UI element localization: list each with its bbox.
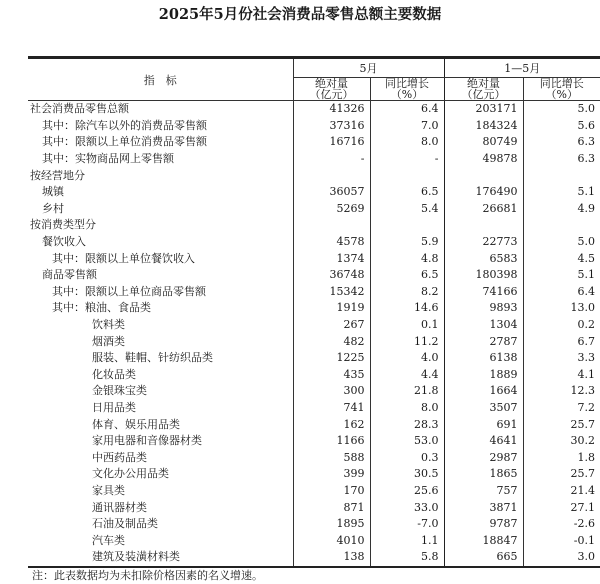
cell-may-abs: 138 [293,549,370,567]
row-label: 金银珠宝类 [92,384,147,398]
row-label: 化妆品类 [92,367,136,381]
retail-sales-table [28,56,600,568]
cell-ytd-abs: 180398 [444,267,523,284]
cell-may-abs: 267 [293,317,370,334]
cell-ytd-yoy [523,167,600,184]
cell-ytd-abs: 4641 [444,433,523,450]
cell-may-yoy: 0.3 [370,449,444,466]
cell-may-abs: 16716 [293,134,370,151]
cell-ytd-yoy: 6.3 [523,134,600,151]
cell-ytd-yoy: 4.1 [523,367,600,384]
table-row [28,284,600,301]
page-title: 2025年5月份社会消费品零售总额主要数据 [158,6,442,23]
cell-ytd-abs: 691 [444,416,523,433]
cell-may-yoy: 6.5 [370,267,444,284]
cell-ytd-abs: 80749 [444,134,523,151]
table-row [28,449,600,466]
cell-may-abs: 741 [293,400,370,417]
cell-ytd-abs: 665 [444,549,523,567]
table-row [28,101,600,118]
cell-ytd-abs: 1664 [444,383,523,400]
table-row [28,532,600,549]
table-row [28,134,600,151]
cell-ytd-abs: 176490 [444,184,523,201]
cell-ytd-yoy: 25.7 [523,416,600,433]
table-row [28,234,600,251]
row-label: 石油及制品类 [92,517,158,531]
cell-may-abs: 15342 [293,284,370,301]
cell-may-abs: - [293,151,370,168]
row-label: 其中：限额以上单位商品零售额 [52,284,206,298]
table-row [28,300,600,317]
cell-ytd-abs: 22773 [444,234,523,251]
table-row [28,201,600,218]
table-row [28,433,600,450]
cell-may-yoy: 5.9 [370,234,444,251]
table-row [28,217,600,234]
table-row [28,549,600,567]
cell-may-yoy: 33.0 [370,499,444,516]
period-header-ytd: 1—5月 [444,58,600,78]
row-label: 社会消费品零售总额 [30,102,129,116]
row-label: 按消费类型分 [30,218,96,232]
table-row [28,483,600,500]
cell-may-abs [293,217,370,234]
cell-ytd-abs: 49878 [444,151,523,168]
cell-ytd-yoy: 25.7 [523,466,600,483]
cell-may-abs: 4578 [293,234,370,251]
table-row [28,184,600,201]
cell-may-abs: 588 [293,449,370,466]
row-label: 其中：粮油、食品类 [52,301,151,315]
cell-ytd-yoy: 6.3 [523,151,600,168]
row-label: 饮料类 [92,318,125,332]
cell-may-yoy: 5.4 [370,201,444,218]
table-row [28,333,600,350]
cell-ytd-abs: 26681 [444,201,523,218]
row-label: 建筑及装潢材料类 [28,549,293,567]
cell-may-yoy: 4.0 [370,350,444,367]
cell-may-yoy: 4.8 [370,250,444,267]
cell-ytd-abs: 2987 [444,449,523,466]
row-label: 其中：限额以上单位餐饮收入 [52,251,195,265]
table-body [28,101,600,567]
cell-may-yoy: - [370,151,444,168]
cell-ytd-yoy: 5.6 [523,118,600,135]
row-label: 城镇 [42,185,64,199]
cell-ytd-abs: 757 [444,483,523,500]
cell-may-yoy: 4.4 [370,367,444,384]
cell-may-yoy: 30.5 [370,466,444,483]
cell-may-yoy: 6.4 [370,101,444,118]
cell-ytd-abs: 74166 [444,284,523,301]
cell-ytd-abs [444,217,523,234]
period-header-may: 5月 [293,58,444,78]
cell-may-abs: 1919 [293,300,370,317]
cell-ytd-yoy: 4.9 [523,201,600,218]
cell-ytd-yoy: 30.2 [523,433,600,450]
cell-ytd-abs: 3871 [444,499,523,516]
row-label: 通讯器材类 [92,500,147,514]
table-row [28,317,600,334]
cell-ytd-yoy: 21.4 [523,483,600,500]
cell-may-abs: 871 [293,499,370,516]
cell-may-abs: 36748 [293,267,370,284]
cell-ytd-yoy [523,217,600,234]
cell-ytd-yoy: 12.3 [523,383,600,400]
cell-ytd-yoy: 5.1 [523,267,600,284]
row-label: 文化办公用品类 [92,467,169,481]
cell-may-abs: 36057 [293,184,370,201]
cell-may-abs: 41326 [293,101,370,118]
table-row [28,383,600,400]
row-label: 餐饮收入 [42,235,86,249]
cell-may-abs: 170 [293,483,370,500]
cell-may-yoy: 1.1 [370,532,444,549]
table-row [28,416,600,433]
column-header: 同比增长 （%） [370,78,444,101]
cell-may-abs: 162 [293,416,370,433]
cell-may-yoy: 5.8 [370,549,444,567]
row-label: 中西药品类 [92,450,147,464]
row-label: 体育、娱乐用品类 [92,417,180,431]
cell-ytd-yoy: 13.0 [523,300,600,317]
cell-ytd-yoy: 3.3 [523,350,600,367]
table-row [28,499,600,516]
table-row [28,400,600,417]
table-row [28,466,600,483]
row-label: 按经营地分 [30,168,85,182]
cell-may-yoy: 11.2 [370,333,444,350]
cell-ytd-abs: 18847 [444,532,523,549]
cell-ytd-yoy: 5.0 [523,101,600,118]
row-label: 烟酒类 [92,334,125,348]
cell-may-yoy: 53.0 [370,433,444,450]
table-row [28,516,600,533]
cell-ytd-yoy: 6.7 [523,333,600,350]
table-row [28,367,600,384]
row-label: 乡村 [42,201,64,215]
row-label: 日用品类 [92,400,136,414]
cell-may-abs: 1225 [293,350,370,367]
cell-ytd-yoy: -0.1 [523,532,600,549]
cell-may-yoy: 28.3 [370,416,444,433]
cell-ytd-yoy: 5.0 [523,234,600,251]
cell-may-abs: 482 [293,333,370,350]
cell-ytd-abs: 1865 [444,466,523,483]
cell-may-yoy: 21.8 [370,383,444,400]
cell-may-abs: 37316 [293,118,370,135]
column-header: 绝对量 （亿元） [444,78,523,101]
indicator-header: 指 标 [28,58,293,101]
cell-may-abs: 1374 [293,250,370,267]
cell-may-yoy: 25.6 [370,483,444,500]
cell-ytd-yoy: 0.2 [523,317,600,334]
table-row [28,118,600,135]
row-label: 服装、鞋帽、针纺织品类 [92,351,213,365]
cell-may-abs: 435 [293,367,370,384]
table-row [28,250,600,267]
table-row [28,267,600,284]
row-label: 家用电器和音像器材类 [92,434,202,448]
cell-may-yoy: 8.0 [370,400,444,417]
cell-ytd-abs: 184324 [444,118,523,135]
cell-may-yoy [370,217,444,234]
cell-may-yoy: 8.2 [370,284,444,301]
row-label: 商品零售额 [42,268,97,282]
table-row [28,151,600,168]
cell-ytd-abs: 203171 [444,101,523,118]
cell-ytd-abs: 9893 [444,300,523,317]
cell-may-abs: 399 [293,466,370,483]
table-row [28,167,600,184]
cell-ytd-abs: 6583 [444,250,523,267]
row-label: 其中：除汽车以外的消费品零售额 [42,118,207,132]
table-note: 注：此表数据均为未扣除价格因素的名义增速。 [32,569,263,582]
cell-ytd-abs: 1304 [444,317,523,334]
cell-may-yoy: -7.0 [370,516,444,533]
cell-ytd-abs: 1889 [444,367,523,384]
cell-may-abs: 1166 [293,433,370,450]
cell-may-yoy: 0.1 [370,317,444,334]
column-header: 同比增长 （%） [523,78,600,101]
cell-may-abs: 300 [293,383,370,400]
cell-ytd-abs: 6138 [444,350,523,367]
cell-may-abs: 1895 [293,516,370,533]
column-header: 绝对量 （亿元） [293,78,370,101]
cell-ytd-abs: 9787 [444,516,523,533]
cell-ytd-yoy: 7.2 [523,400,600,417]
cell-may-yoy: 8.0 [370,134,444,151]
cell-may-yoy: 7.0 [370,118,444,135]
cell-ytd-yoy: 5.1 [523,184,600,201]
cell-ytd-yoy: -2.6 [523,516,600,533]
cell-may-abs: 5269 [293,201,370,218]
cell-ytd-abs [444,167,523,184]
row-label: 其中：限额以上单位消费品零售额 [42,135,207,149]
row-label: 家具类 [92,483,125,497]
row-label: 汽车类 [92,533,125,547]
cell-ytd-yoy: 4.5 [523,250,600,267]
cell-ytd-abs: 3507 [444,400,523,417]
cell-ytd-yoy: 3.0 [523,549,600,567]
cell-ytd-yoy: 6.4 [523,284,600,301]
table-row [28,350,600,367]
row-label: 其中：实物商品网上零售额 [42,152,174,166]
cell-may-yoy: 6.5 [370,184,444,201]
cell-may-abs: 4010 [293,532,370,549]
cell-may-abs [293,167,370,184]
cell-ytd-yoy: 27.1 [523,499,600,516]
cell-ytd-yoy: 1.8 [523,449,600,466]
cell-may-yoy: 14.6 [370,300,444,317]
cell-ytd-abs: 2787 [444,333,523,350]
cell-may-yoy [370,167,444,184]
